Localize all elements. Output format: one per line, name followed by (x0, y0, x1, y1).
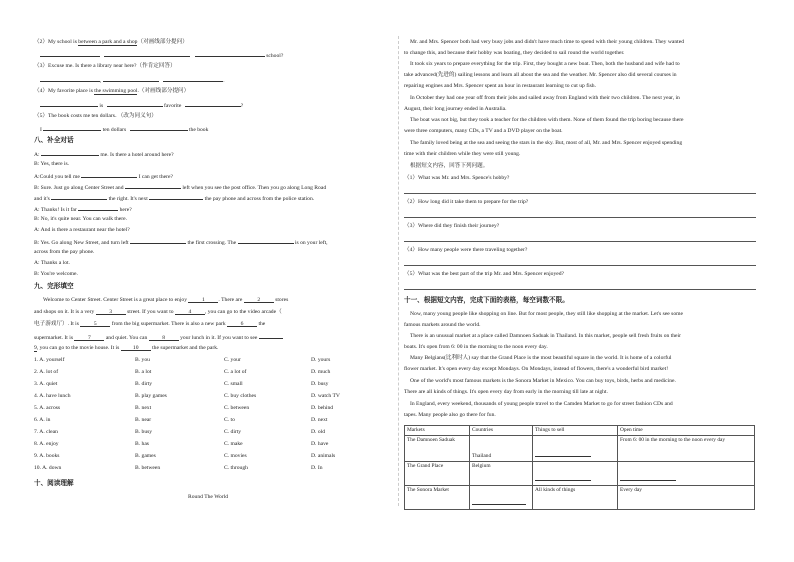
dialog-line: across from the pay phone. (34, 249, 95, 255)
answer-blank[interactable] (43, 125, 101, 131)
table-cell: Thailand (470, 436, 533, 462)
option[interactable]: D. yours (311, 357, 331, 363)
option[interactable]: B. dirty (135, 381, 153, 387)
table-cell[interactable] (618, 462, 755, 486)
question-2-answer: school? (40, 51, 283, 60)
answer-blank[interactable] (40, 51, 100, 57)
table-cell: All kinds of things (533, 486, 618, 510)
option[interactable]: D. next (311, 417, 328, 423)
option[interactable]: D. animals (311, 453, 336, 459)
option[interactable]: 6. A. in (34, 417, 51, 423)
paragraph-line: boats. It's open from 6: 00 in the morning to the noon every day. (404, 344, 548, 350)
table-row (405, 462, 755, 486)
option[interactable]: D. watch TV (311, 393, 340, 399)
dialog-line: B: Sure. Just go along Center Street and left when you see the post office. Then you go along Long Road (34, 185, 327, 191)
table-cell[interactable] (533, 462, 618, 486)
paragraph-line: tapes. Many people also go there for fun. (404, 412, 496, 418)
table-cell: The Grand Place (405, 462, 470, 486)
question-2: （2）My school is between a park and a shop（对画线部分提问） (34, 39, 188, 45)
option[interactable]: D. busy (311, 381, 329, 387)
table-header: Things to sell (533, 426, 618, 436)
option[interactable]: 4. A. have lunch (34, 393, 71, 399)
table-header-row (405, 426, 755, 436)
option[interactable]: 8. A. enjoy (34, 441, 59, 447)
dialog-line: B: Yes. Go along New Street, and turn left the first crossing. The is on your left, (34, 240, 328, 246)
markets-table (404, 425, 755, 510)
section-10-title: 十、阅读理解 (34, 480, 74, 487)
table-row (405, 486, 755, 510)
table-cell: Belgium (470, 462, 533, 486)
answer-blank[interactable] (41, 150, 99, 156)
dialog-line: A: Thanks a lot. (34, 260, 70, 266)
question-4-answer: is favorite ? (40, 101, 243, 110)
answer-blank[interactable] (125, 183, 181, 189)
cloze-blank[interactable]: 6 (227, 321, 257, 327)
option[interactable]: D. have (311, 441, 329, 447)
answer-line[interactable] (404, 193, 756, 194)
option[interactable]: D. behind (311, 405, 334, 411)
option[interactable]: 9. A. books (34, 453, 60, 459)
table-row (405, 436, 755, 462)
paragraph-line: August, their long journey ended in Australia. (404, 106, 507, 112)
section-9-title: 九、完形填空 (34, 283, 74, 290)
answer-blank[interactable] (195, 51, 265, 57)
dialog-line: A: Thanks! Is it far here? (34, 207, 132, 213)
paragraph-line: The family loved being at the sea and seeing the stars in the sky. But, most of all, Mr. and Mrs. Spencer enjoyed spending (410, 140, 683, 146)
table-header: Markets (405, 426, 470, 436)
option[interactable]: B. next (135, 405, 152, 411)
option[interactable]: C. your (224, 357, 241, 363)
section-11-title: 十一、根据短文内容，完成下面的表格，每空词数不限。 (404, 297, 569, 304)
paragraph-line: famous markets around the world. (404, 322, 481, 328)
cloze-blank[interactable]: 4 (175, 309, 205, 315)
answer-blank[interactable] (107, 101, 163, 107)
paragraph-line: Many Belgians(比利时人) say that the Grand Place is the most beautiful square in the world. It is home of a colorful (410, 355, 672, 361)
option[interactable]: C. a lot of (224, 369, 247, 375)
table-cell: The Damnoen Saduak (405, 436, 470, 462)
option[interactable]: C. movies (224, 453, 247, 459)
answer-blank[interactable] (535, 475, 591, 481)
answer-blank[interactable] (472, 499, 526, 505)
table-cell: The Sonora Market (405, 486, 470, 510)
answer-blank[interactable] (149, 194, 203, 200)
paragraph-line: Now, many young people like shopping on line. But for most people, they still like shopping at the market. Let's see some (410, 311, 683, 317)
paragraph-line: were three computers, many CDs, a TV and a DVD player on the boat. (404, 128, 563, 134)
option[interactable]: 1. A. yourself (34, 357, 65, 363)
question-3: （3）Excuse me. Is there a library near here?（作肯定回答） (34, 63, 176, 69)
question-4: （4）My favorite place is the swimming pool.（对画线部分提问） (34, 88, 190, 94)
paragraph-line: One of the world's most famous markets is the Sonora Market in Mexico. You can buy toys, birds, herbs and medicine. (410, 378, 676, 384)
dialog-line: A:Could you tell me I can get there? (34, 174, 173, 180)
dialog-line: and it's the right. It's next the pay phone and across from the police station. (34, 196, 315, 202)
option[interactable]: 5. A. across (34, 405, 61, 411)
paragraph-line: There is an unusual market at a place called Damnoen Saduak in Thailand. In this market, people sell fresh fruits on their (410, 333, 681, 339)
question-5-answer: I ten dollars the book (40, 127, 209, 133)
cloze-line: supermarket. It is 7 and quiet. You can 8 your lunch in it. If you want to see (34, 333, 283, 342)
section-8-title: 八、补全对话 (34, 137, 74, 144)
answer-blank[interactable] (40, 101, 98, 107)
reading-question: （3）Where did they finish their journey? (404, 223, 500, 229)
dialog-line: A: me. Is there a hotel around here? (34, 152, 174, 158)
paragraph-line: There are all kinds of things. It's open every day from early in the morning till late at night. (404, 389, 608, 395)
answer-blank[interactable] (51, 194, 107, 200)
option[interactable]: B. has (135, 441, 149, 447)
answer-line[interactable] (404, 217, 756, 218)
answer-line[interactable] (404, 289, 756, 290)
paragraph-line: In October they had one year off from their jobs and sailed away from England with their two children. The next year, in (410, 95, 680, 101)
paragraph-line: It took six years to prepare everything for the trip. First, they bought a new boat. Then, both the husband and wife had to (410, 61, 680, 67)
cloze-line: 9, you can go to the movie house. It is 10 the supermarket and the park. (34, 345, 219, 351)
option[interactable]: C. to (224, 417, 235, 423)
dialog-line: B: You're welcome. (34, 271, 78, 277)
cloze-blank[interactable]: 9 (34, 345, 37, 351)
answer-blank[interactable] (81, 172, 137, 178)
paragraph-line: time with their children while they were still young. (404, 151, 521, 157)
reading-question: （1）What was Mr. and Mrs. Spence's hobby? (404, 175, 510, 181)
cloze-blank[interactable] (259, 333, 283, 339)
dialog-line: B: No, it's quite near. You can walk there. (34, 216, 127, 222)
table-cell[interactable] (470, 486, 533, 510)
option[interactable]: C. between (224, 405, 250, 411)
reading-question: （2）How long did it take them to prepare for the trip? (404, 199, 529, 205)
cloze-blank[interactable]: 1 (188, 297, 218, 303)
reading-question: （5）What was the best part of the trip Mr. and Mrs. Spencer enjoyed? (404, 271, 565, 277)
table-header: Open time (618, 426, 755, 436)
reading-question: （4）How many people were there traveling together? (404, 247, 528, 253)
reading-title: Round The World (188, 494, 229, 500)
cloze-blank[interactable]: 2 (244, 297, 274, 303)
answer-blank[interactable] (535, 451, 591, 457)
answer-blank[interactable] (78, 205, 118, 211)
paragraph-line: to change this, and because their hobby was boating, they decided to sail round the world together. (404, 50, 625, 56)
option[interactable]: D. In (311, 465, 323, 471)
dialog-line: B: Yes, there is. (34, 161, 70, 167)
cloze-line: Welcome to Center Street. Center Street is a great place to enjoy 1 . There are 2 stores (43, 297, 289, 303)
answer-blank[interactable] (103, 76, 159, 82)
paragraph-line: repairing engines and Mrs. Spencer spent an hour in restaurant learning to cut up fish. (404, 83, 596, 89)
option[interactable]: 10. A. down (34, 465, 62, 471)
question-5: （5）The book costs me ten dollars．（改为同义句） (34, 113, 157, 119)
column-divider (398, 36, 399, 506)
table-cell: From 6: 00 in the morning to the noon every day (618, 436, 755, 462)
answer-blank[interactable] (104, 51, 190, 57)
option[interactable]: C. dirty (224, 429, 242, 435)
option[interactable]: B. you (135, 357, 150, 363)
answer-blank[interactable] (130, 238, 186, 244)
cloze-line: 电子游戏厅）. It is 5 from the big supermarket. There is also a new park 6 the (34, 321, 266, 327)
option[interactable]: C. buy clothes (224, 393, 257, 399)
table-cell[interactable] (533, 436, 618, 462)
option[interactable]: B. busy (135, 429, 153, 435)
option[interactable]: D. much (311, 369, 331, 375)
paragraph-line: Mr. and Mrs. Spencer both had very busy jobs and didn't have much time to spend with their young children. They wanted (410, 39, 685, 45)
cloze-blank[interactable]: 7 (74, 335, 104, 341)
answer-blank[interactable] (238, 238, 294, 244)
answer-blank[interactable] (185, 101, 241, 107)
cloze-line: and shops on it. It is a very 3 street. If you want to 4 , you can go to the video arcade（ (34, 309, 282, 315)
option[interactable]: B. games (135, 453, 156, 459)
option[interactable]: 7. A. clean (34, 429, 58, 435)
answer-line[interactable] (404, 265, 756, 266)
option[interactable]: D. old (311, 429, 325, 435)
option[interactable]: C. make (224, 441, 243, 447)
question-3-answer: , . (40, 76, 225, 85)
paragraph-line: flower market. It's open every day except Mondays. On Mondays, instead of flowers, there's a wonderful bird market! (404, 366, 669, 372)
option[interactable]: B. near (135, 417, 152, 423)
answer-blank[interactable] (40, 76, 100, 82)
option[interactable]: B. play games (135, 393, 167, 399)
option[interactable]: B. between (135, 465, 161, 471)
cloze-blank[interactable]: 5 (80, 321, 110, 327)
dialog-line: A: And is there a restaurant near the hotel? (34, 227, 130, 233)
cloze-blank[interactable]: 3 (96, 309, 126, 315)
paragraph-line: In England, every weekend, thousands of young people travel to the Camden Market to go for street fashion CDs and (410, 401, 673, 407)
option[interactable]: C. small (224, 381, 243, 387)
option[interactable]: 2. A. lot of (34, 369, 59, 375)
option[interactable]: C. through (224, 465, 248, 471)
answer-blank[interactable] (620, 475, 676, 481)
option[interactable]: B. a lot (135, 369, 152, 375)
answer-line[interactable] (404, 241, 756, 242)
paragraph-line: The boat was not big, but they took a teacher for the children with them. None of them found the trip boring because there (410, 117, 684, 123)
answer-blank[interactable] (130, 125, 188, 131)
instruction: 根据短文内容，回答下列问题。 (410, 163, 489, 169)
answer-blank[interactable] (163, 76, 223, 82)
cloze-blank[interactable]: 8 (149, 335, 179, 341)
option[interactable]: 3. A. quiet (34, 381, 58, 387)
paragraph-line: take advanced(先进的) sailing lessons and learn all about the sea and the weather. Mr. Spencer also did several courses in (404, 72, 677, 78)
table-cell: Every day (618, 486, 755, 510)
table-header: Countries (470, 426, 533, 436)
cloze-blank[interactable]: 10 (121, 345, 151, 351)
